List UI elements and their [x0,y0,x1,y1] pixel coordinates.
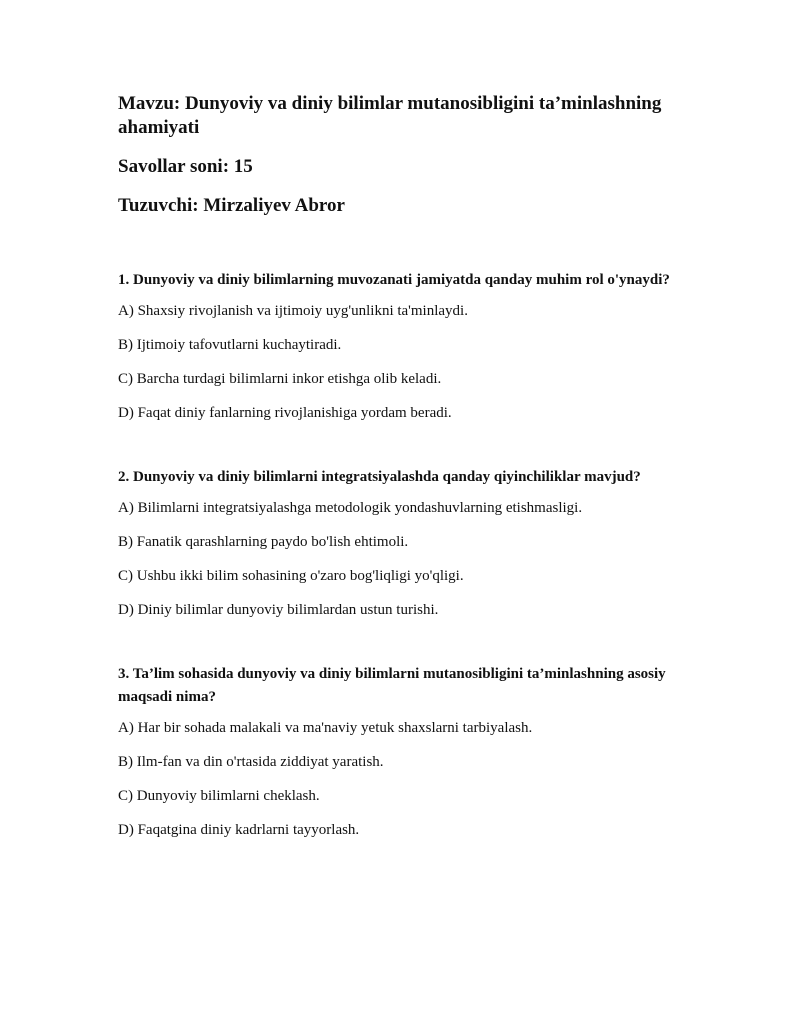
answer-option-c: C) Dunyoviy bilimlarni cheklash. [118,788,320,804]
answer-option-c: C) Ushbu ikki bilim sohasining o'zaro bog'liqligi yo'qligi. [118,568,464,584]
document-page [118,92,683,854]
answer-option-b: B) Ijtimoiy tafovutlarni kuchaytiradi. [118,337,342,353]
answer-option-d: D) Faqatgina diniy kadrlarni tayyorlash. [118,822,360,838]
question-text: 1. Dunyoviy va diniy bilimlarning muvozanati jamiyatda qanday muhim rol o'ynaydi? [118,272,670,288]
answer-option-a: A) Shaxsiy rivojlanish va ijtimoiy uyg'unlikni ta'minlaydi. [118,303,468,319]
answer-option-b: B) Ilm-fan va din o'rtasida ziddiyat yaratish. [118,754,384,770]
author-line: Tuzuvchi: Mirzaliyev Abror [118,195,345,216]
question-count: Savollar soni: 15 [118,156,253,177]
answer-option-d: D) Faqat diniy fanlarning rivojlanishiga yordam beradi. [118,405,452,421]
answer-option-a: A) Bilimlarni integratsiyalashga metodologik yondashuvlarning etishmasligi. [118,500,583,516]
question-block-3 [118,663,683,840]
document-title: Mavzu: Dunyoviy va diniy bilimlar mutanosibligini ta’minlashning ahamiyati [118,93,662,138]
question-text: 3. Ta’lim sohasida dunyoviy va diniy bilimlarni mutanosibligini ta’minlashning asosiy maqsadi nima? [118,666,666,705]
question-block-2 [118,466,683,620]
answer-option-b: B) Fanatik qarashlarning paydo bo'lish ehtimoli. [118,534,409,550]
answer-option-c: C) Barcha turdagi bilimlarni inkor etishga olib keladi. [118,371,442,387]
question-text: 2. Dunyoviy va diniy bilimlarni integratsiyalashda qanday qiyinchiliklar mavjud? [118,469,641,485]
answer-option-d: D) Diniy bilimlar dunyoviy bilimlardan ustun turishi. [118,602,439,618]
answer-option-a: A) Har bir sohada malakali va ma'naviy yetuk shaxslarni tarbiyalash. [118,720,533,736]
question-block-1 [118,269,683,423]
